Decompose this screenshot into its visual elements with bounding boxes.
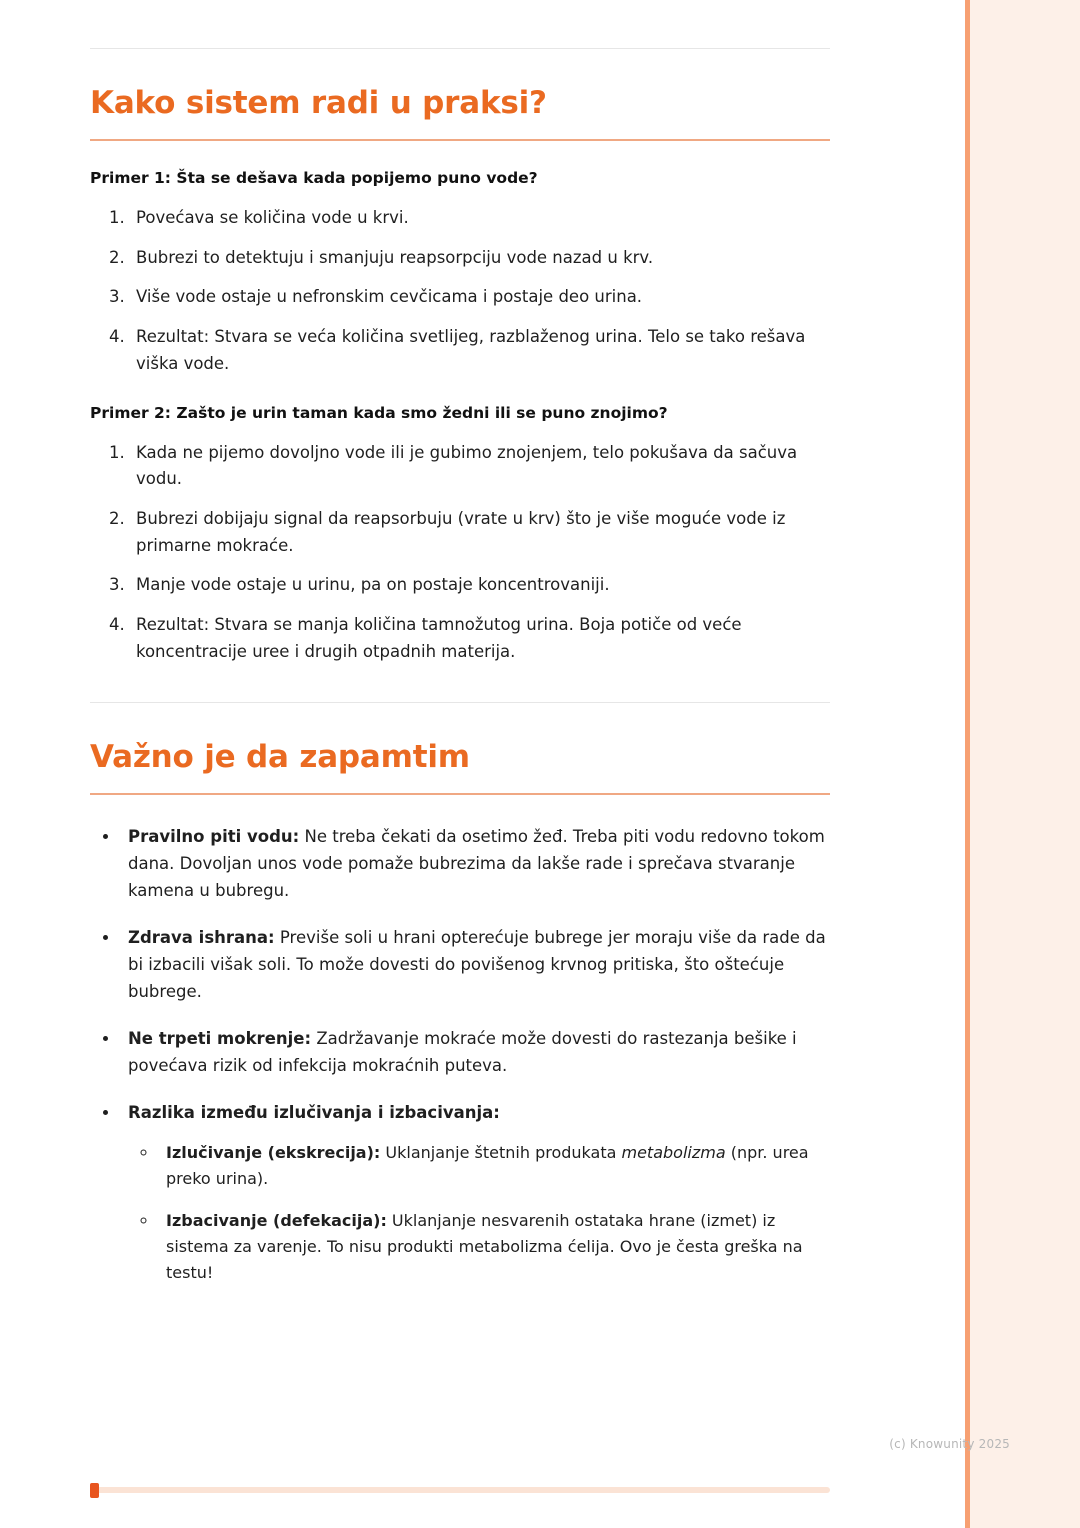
sub-bullet-italic: metabolizma bbox=[621, 1143, 726, 1163]
ordered-list-example-1 bbox=[90, 205, 830, 378]
subheading-example-1: Primer 1: Šta se dešava kada popijemo puno vode? bbox=[90, 169, 538, 187]
bullet-lead: Zdrava ishrana: bbox=[128, 927, 275, 947]
list-item: 2. Bubrezi dobijaju signal da reapsorbuju (vrate u krv) što je više moguće vode iz primarne mokraće. bbox=[130, 506, 830, 559]
subheading-example-2: Primer 2: Zašto je urin taman kada smo žedni ili se puno znojimo? bbox=[90, 403, 668, 422]
list-item: 1. Povećava se količina vode u krvi. bbox=[130, 205, 830, 232]
sub-bullet-list bbox=[128, 1140, 830, 1286]
copyright-footer: (c) Knowunity 2025 bbox=[889, 1437, 1010, 1451]
title-underline bbox=[90, 139, 830, 141]
title-underline-2 bbox=[90, 793, 830, 795]
sub-bullet-lead: Izbacivanje (defekacija): bbox=[166, 1210, 387, 1230]
bottom-progress-accent bbox=[90, 1483, 99, 1498]
sub-bullet-lead: Izlučivanje (ekskrecija): bbox=[166, 1143, 381, 1163]
list-item bbox=[120, 823, 830, 904]
list-item: 1. Kada ne pijemo dovoljno vode ili je gubimo znojenjem, telo pokušava da sačuva vodu. bbox=[130, 440, 830, 493]
sub-bullet-text-after: (npr. urea preko urina). bbox=[166, 1143, 809, 1188]
right-decorative-strip bbox=[970, 0, 1080, 1528]
list-item: 3. Manje vode ostaje u urinu, pa on postaje koncentrovaniji. bbox=[130, 572, 830, 599]
page-title: Kako sistem radi u praksi? bbox=[90, 85, 547, 121]
section-divider bbox=[90, 702, 830, 703]
section-title-important: Važno je da zapamtim bbox=[90, 738, 470, 775]
sub-bullet-text: Uklanjanje nesvarenih ostataka hrane (izmet) iz sistema za varenje. To nisu produkti metabolizma ćelija. Ovo je česta greška na testu! bbox=[166, 1210, 803, 1282]
ordered-list-example-2 bbox=[90, 440, 830, 666]
bullet-text: Previše soli u hrani opterećuje bubrege jer moraju više da rade da bi izbacili višak soli. To može dovesti do povišenog krvnog pritiska, što oštećuje bubrege. bbox=[128, 927, 826, 1001]
list-item: 4. Rezultat: Stvara se veća količina svetlijeg, razblaženog urina. Telo se tako rešava viška vode. bbox=[130, 324, 830, 377]
bullet-text: Zadržavanje mokraće može dovesti do rastezanja bešike i povećava rizik od infekcija mokraćnih puteva. bbox=[128, 1028, 797, 1075]
list-item: 2. Bubrezi to detektuju i smanjuju reapsorpciju vode nazad u krv. bbox=[130, 245, 830, 272]
sub-bullet-text: Uklanjanje štetnih produkata bbox=[380, 1143, 622, 1163]
list-item bbox=[158, 1140, 830, 1192]
bullet-text: Ne treba čekati da osetimo žeđ. Treba piti vodu redovno tokom dana. Dovoljan unos vode pomaže bubrezima da lakše rade i sprečava stvaranje kamena u bubregu. bbox=[128, 826, 825, 900]
bullet-lead: Ne trpeti mokrenje: bbox=[128, 1028, 312, 1048]
list-item bbox=[120, 1025, 830, 1079]
list-item: 4. Rezultat: Stvara se manja količina tamnožutog urina. Boja potiče od veće koncentracije uree i drugih otpadnih materija. bbox=[130, 612, 830, 665]
bullet-lead: Pravilno piti vodu: bbox=[128, 826, 300, 846]
document-content bbox=[90, 0, 830, 1306]
bullet-lead: Razlika između izlučivanja i izbacivanja: bbox=[128, 1103, 500, 1122]
list-item bbox=[120, 924, 830, 1005]
right-strip-edge bbox=[965, 0, 970, 1528]
list-item bbox=[158, 1208, 830, 1286]
list-item: 3. Više vode ostaje u nefronskim cevčicama i postaje deo urina. bbox=[130, 284, 830, 311]
top-divider bbox=[90, 48, 830, 49]
list-item bbox=[120, 1099, 830, 1286]
bullet-list-important bbox=[90, 823, 830, 1286]
bottom-progress-bar bbox=[90, 1487, 830, 1493]
